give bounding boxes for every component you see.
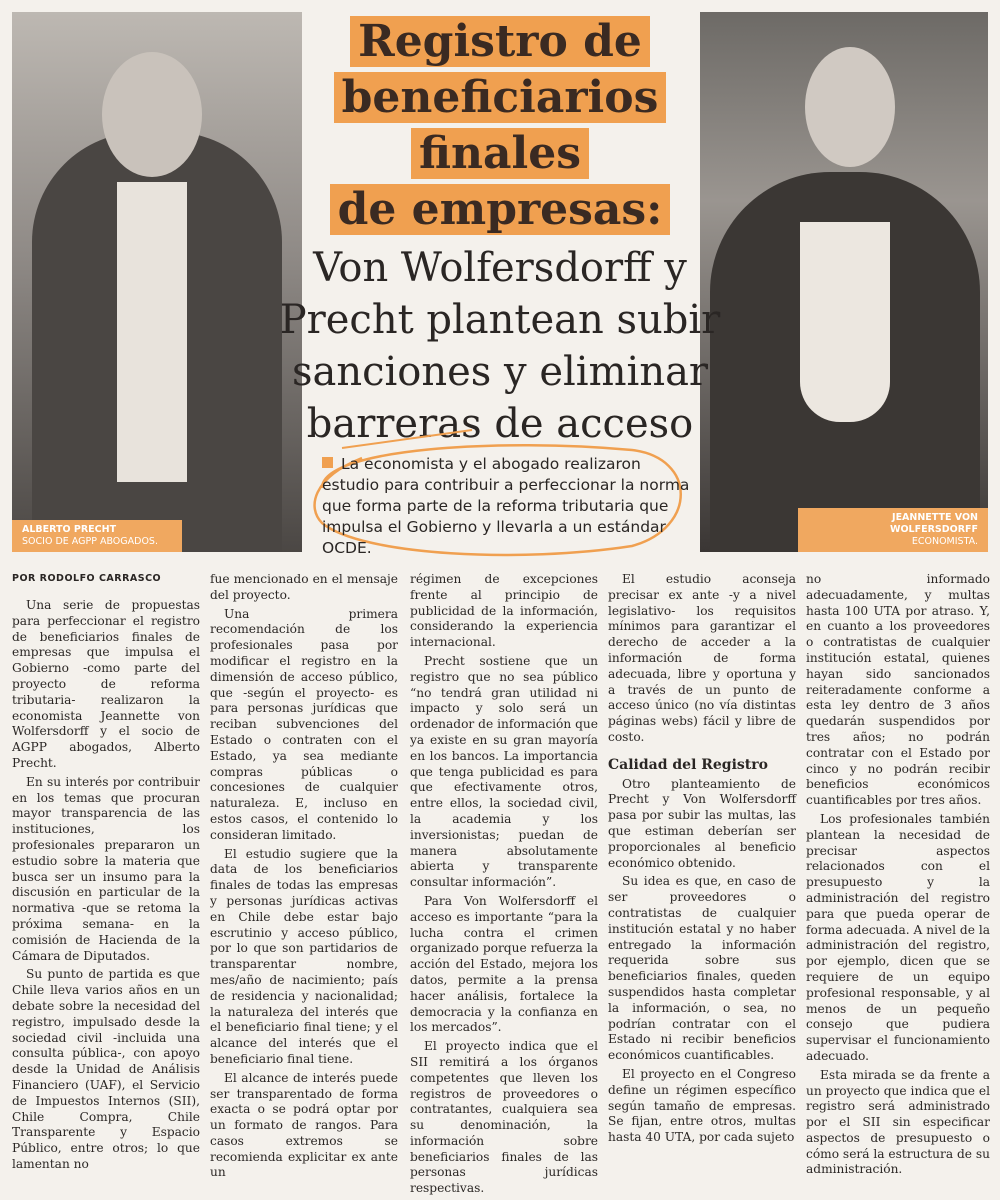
caption-right-name: JEANNETTE VON WOLFERSDORFF xyxy=(889,512,978,535)
article-column-3 xyxy=(410,572,598,1200)
paragraph: Para Von Wolfersdorff el acceso es importante “para la lucha contra el crimen organizado porque refuerza la acción del Estado, mejora los datos, permite a la prensa hacer análisis, fortalece la democracia y la confianza en los mercados”. xyxy=(410,893,598,1035)
paragraph: fue mencionado en el mensaje del proyecto. xyxy=(210,572,398,602)
lead-paragraph: La economista y el abogado realizaron estudio para contribuir a perfeccionar la norma que forma parte de la reforma tributaria que impulsa el Gobierno y llevarla a un estándar OCDE. xyxy=(322,455,690,557)
headline-bold-2: beneficiarios finales xyxy=(334,72,667,179)
caption-right-role: ECONOMISTA. xyxy=(911,536,978,547)
head-silhouette-left xyxy=(102,52,202,177)
paragraph: Los profesionales también plantean la necesidad de precisar aspectos relacionados con el presupuesto y la administración del registro para que pueda operar de forma adecuada. A nivel de la administración del registro, por ejemplo, dicen que se requiere de un equipo profesional responsable, y al menos de un pequeño consejo que pudiera supervisar el funcionamiento adecuado. xyxy=(806,811,990,1063)
blouse-right xyxy=(800,222,890,422)
paragraph: El alcance de interés puede ser transparentado de forma exacta o se podrá optar por un formato de rangos. Para casos extremos se recomienda explicitar ex ante un xyxy=(210,1070,398,1180)
paragraph: Una primera recomendación de los profesionales pasa por modificar el registro en la dimensión de acceso público, que -según el proyecto- es para personas jurídicas que reciban subvenciones del Estado o contraten con el Estado, ya sea mediante compras públicas o concesiones de cualquier naturaleza. E, incluso en estos casos, el contenido lo consideran limitado. xyxy=(210,606,398,842)
caption-right xyxy=(798,508,988,552)
paragraph: En su interés por contribuir en los temas que procuran mayor transparencia de las instituciones, los profesionales prepararon un estudio sobre la materia que busca ser un insumo para la discusión en particular de la normativa -que se retoma la próxima semana- en la comisión de Hacienda de la Cámara de Diputados. xyxy=(12,774,200,963)
subheading: Calidad del Registro xyxy=(608,756,768,773)
paragraph: Precht sostiene que un registro que no sea público “no tendrá gran utilidad ni impacto y solo será un ordenador de información que ya existe en su gran mayoría en los bancos. La importancia que tenga publicidad es para que efectivamente otros, entre ellos, la sociedad civil, la academia y los inversionistas; puedan de manera absolutamente abierta y transparente consultar información”. xyxy=(410,653,598,890)
photo-jeannette-von-wolfersdorff xyxy=(700,12,988,552)
paragraph: no informado adecuadamente, y multas hasta 100 UTA por atraso. Y, en cuanto a los proveedores o contratistas de cualquier institución estatal, quienes hayan sido sancionados reiteradamente conforme a esta ley dentro de 3 años quedarán suspendidos por tres años; no podrán contratar con el Estado por cinco y no podrán recibir beneficios económicos cuantificables por tres años. xyxy=(806,572,990,808)
paragraph: régimen de excepciones frente al principio de publicidad de la información, considerando la experiencia internacional. xyxy=(410,572,598,650)
article-column-4 xyxy=(608,572,796,1149)
headline-light-1: Von Wolfersdorff y xyxy=(313,245,687,291)
article-column-5 xyxy=(806,572,990,1181)
paragraph: Una serie de propuestas para perfeccionar el registro de beneficiarios finales de empresas que impulsa el Gobierno -como parte del proyecto de reforma tributaria- realizaron la economista Jeannette von Wolfersdorff y el socio de AGPP abogados, Alberto Precht. xyxy=(12,598,200,770)
lead-box xyxy=(302,428,700,558)
paragraph: El proyecto indica que el SII remitirá a los órganos competentes que lleven los registros de proveedores o contratantes, cualquiera sea su denominación, la información sobre beneficiarios finales de las personas jurídicas respectivas. xyxy=(410,1039,598,1196)
headline-light-4: barreras de acceso xyxy=(306,401,694,447)
paragraph: El proyecto en el Congreso define un régimen específico según tamaño de empresas. Se fijan, entre otros, multas hasta 40 UTA, por cada sujeto xyxy=(608,1066,796,1145)
article-column-1 xyxy=(12,598,200,1176)
paragraph: Su punto de partida es que Chile lleva varios años en un debate sobre la necesidad del registro, impulsado desde la sociedad civil -incluida una consulta pública-, con apoyo desde la Unidad de Análisis Financiero (UAF), el Servicio de Impuestos Internos (SII), Chile Compra, Chile Transparente y Espacio Público, entre otros; lo que lamentan no xyxy=(12,967,200,1171)
headline-bold-1: Registro de xyxy=(350,16,650,67)
caption-left-role: SOCIO DE AGPP ABOGADOS. xyxy=(22,536,158,547)
head-silhouette-right xyxy=(805,47,895,167)
headline-light-3: sanciones y eliminar xyxy=(291,349,709,395)
paragraph: El estudio aconseja precisar ex ante -y a nivel legislativo- los requisitos mínimos para garantizar el derecho de acceder a la información de forma adecuada, libre y oportuna y a través de un punto de acceso único (no vía distintas páginas webs) fácil y libre de costo. xyxy=(608,572,796,744)
paragraph: Esta mirada se da frente a un proyecto que indica que el registro será administrado por el SII sin especificar aspectos de presupuesto o cómo será la estructura de su administración. xyxy=(806,1067,990,1177)
article-column-2 xyxy=(210,572,398,1184)
headline xyxy=(270,14,730,450)
lead-text xyxy=(322,454,694,559)
photo-alberto-precht xyxy=(12,12,302,552)
paragraph: Otro planteamiento de Precht y Von Wolfersdorff pasa por subir las multas, las que estiman deberían ser proporcionales al beneficio económico obtenido. xyxy=(608,776,796,870)
bullet-square-icon xyxy=(322,457,333,468)
paragraph: Su idea es que, en caso de ser proveedores o contratistas de cualquier institución estatal y no haber entregado la información requerida sobre sus beneficiarios finales, queden suspendidos hasta completar la información, o sea, no podrían contratar con el Estado ni recibir beneficios económicos cuantificables. xyxy=(608,874,796,1063)
headline-bold-3: de empresas: xyxy=(330,184,671,235)
caption-left-name: ALBERTO PRECHT xyxy=(22,524,117,535)
shirt-left xyxy=(117,182,187,482)
paragraph: El estudio sugiere que la data de los beneficiarios finales de todas las empresas y personas jurídicas activas en Chile debe estar bajo escrutinio y acceso público, por lo que son partidarios de transparentar nombre, mes/año de nacimiento; país de residencia y nacionalidad; la naturaleza del interés que el beneficiario final tiene; y el alcance del interés que el beneficiario final tiene. xyxy=(210,846,398,1066)
headline-light-2: Precht plantean subir xyxy=(279,297,721,343)
caption-left xyxy=(12,520,182,552)
byline: POR RODOLFO CARRASCO xyxy=(12,573,162,584)
